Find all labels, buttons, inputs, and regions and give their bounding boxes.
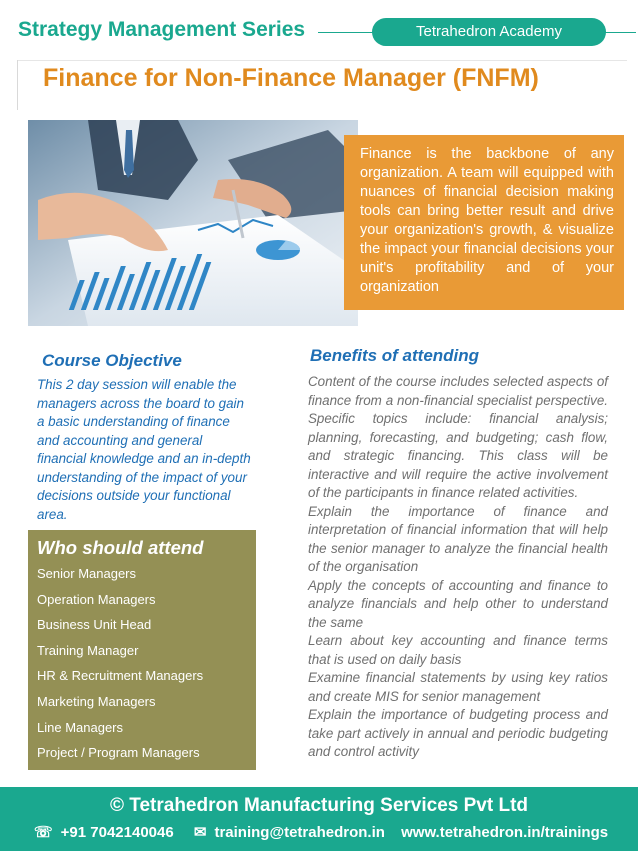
attendee-item: Project / Program Managers xyxy=(37,745,200,761)
footer-website[interactable]: www.tetrahedron.in/trainings xyxy=(401,824,609,841)
email-icon: ✉ xyxy=(193,824,207,841)
benefits-text xyxy=(308,373,608,762)
attendee-item: Operation Managers xyxy=(37,591,156,607)
benefits-paragraph: Apply the concepts of accounting and finance to analyze financials and help other to understand the same xyxy=(308,577,608,630)
phone-group[interactable] xyxy=(30,824,178,841)
who-should-attend-panel xyxy=(28,530,256,770)
benefits-paragraph: Explain the importance of budgeting process and take part actively in annual and periodic budgeting and control activity xyxy=(308,707,608,759)
intro-box: Finance is the backbone of any organization. A team will equipped with nuances of financial decision making tools can bring better result and drive your organization's growth, & visualize the impact your financial decisions your unit's profitability and of your organization xyxy=(344,135,624,310)
benefits-paragraph: Examine financial statements by using key ratios and create MIS for senior management xyxy=(308,670,608,704)
attendee-item: Business Unit Head xyxy=(37,617,152,633)
benefits-paragraph: Learn about key accounting and finance terms that is used on daily basis xyxy=(308,633,608,667)
title-frame-top xyxy=(17,60,627,61)
hero-photo xyxy=(28,120,358,326)
footer xyxy=(0,787,638,851)
series-title: Strategy Management Series xyxy=(18,18,306,41)
course-title: Finance for Non-Finance Manager (FNFM) xyxy=(43,64,539,92)
attendee-item: Training Manager xyxy=(37,642,139,658)
benefits-paragraph: Explain the importance of finance and interpretation of financial information that will help the senior manager to analyze the financial health of the organisation xyxy=(308,503,608,574)
academy-badge: Tetrahedron Academy xyxy=(372,18,606,46)
benefits-paragraph: Content of the course includes selected aspects of finance from a non-financial specialist perspective. Specific topics include: financial analysis; planning, forecasting, and budgeting; cash flow, and strategic financing. This class will be interactive and will require the active involvement of the participants in finance related activities. xyxy=(308,374,608,500)
course-objective-heading: Course Objective xyxy=(42,351,182,370)
footer-company: © Tetrahedron Manufacturing Services Pvt Ltd xyxy=(110,795,528,816)
footer-phone: +91 7042140046 xyxy=(60,824,174,841)
attendee-item: HR & Recruitment Managers xyxy=(37,668,204,684)
hero-photo-illustration xyxy=(28,120,358,326)
course-objective-text: This 2 day session will enable the managers across the board to gain a basic understanding of finance and accounting and general financial knowledge and an in-depth understanding of the impact of your decisions outside your functional area. xyxy=(37,377,251,522)
who-should-attend-heading: Who should attend xyxy=(37,537,204,558)
footer-contact xyxy=(0,823,638,841)
footer-email: training@tetrahedron.in xyxy=(214,824,385,841)
attendee-item: Marketing Managers xyxy=(37,693,156,709)
attendee-item: Senior Managers xyxy=(37,566,136,581)
attendee-item: Line Managers xyxy=(37,719,123,735)
email-group[interactable] xyxy=(190,824,389,841)
benefits-heading: Benefits of attending xyxy=(310,346,480,365)
phone-icon: ☏ xyxy=(33,824,53,841)
attendee-list xyxy=(37,565,203,770)
title-frame-left xyxy=(17,60,18,110)
